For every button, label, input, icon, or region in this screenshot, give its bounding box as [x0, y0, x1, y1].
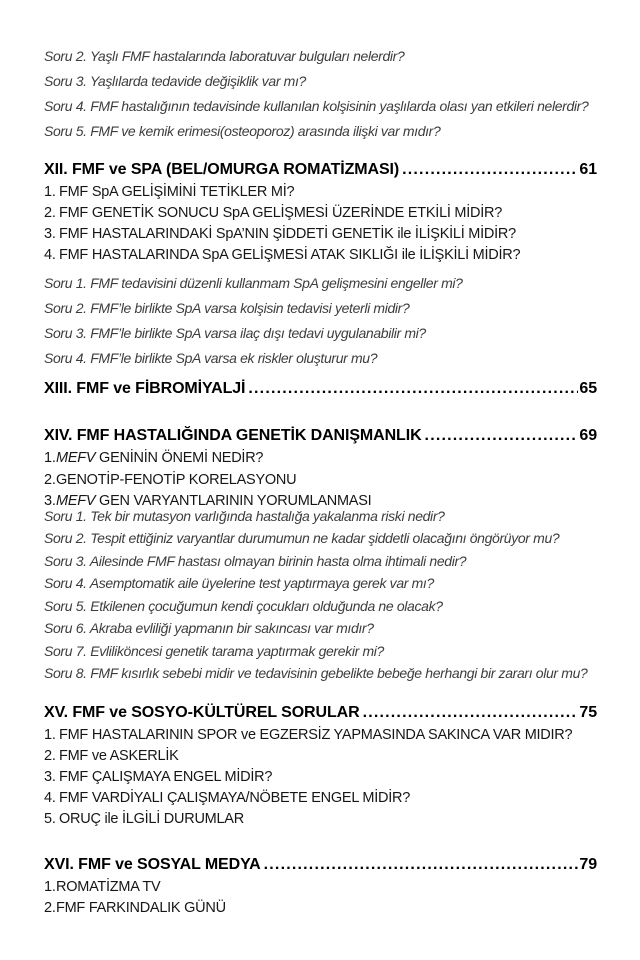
toc-question: Soru 3. Ailesinde FMF hastası olmayan birinin hasta olma ihtimali nedir? [44, 552, 467, 569]
toc-item [44, 767, 597, 788]
toc-question: Soru 4. FMF hastalığının tedavisinde kullanılan kolşisinin yaşlılarda olası yan etkileri nelerdir? [44, 98, 589, 114]
toc-question: Soru 1. Tek bir mutasyon varlığında hastalığa yakalanma riski nedir? [44, 507, 445, 524]
item-text: FMF VARDİYALI ÇALIŞMAYA/NÖBETE ENGEL MİDİR? [59, 789, 411, 806]
gene-name-italic: MEFV [56, 493, 96, 509]
item-text: FMF ve ASKERLİK [59, 747, 179, 764]
toc-item [44, 203, 597, 224]
section-heading[interactable] [44, 701, 597, 725]
toc-item [44, 182, 597, 203]
toc-question: Soru 8. FMF kısırlık sebebi midir ve tedavisinin gebelikte bebeğe herhangi bir zararı olur mu? [44, 665, 588, 681]
toc-section-xvi [44, 853, 597, 920]
toc-question: Soru 5. FMF ve kemik erimesi(osteoporoz) arasında ilişki var mıdır? [44, 123, 441, 139]
item-number: 3. [44, 493, 56, 509]
toc-question: Soru 2. FMF’le birlikte SpA varsa kolşisin tedavisi yeterli midir? [44, 300, 410, 316]
item-number: 4. [44, 247, 56, 263]
item-text: ROMATİZMA TV [56, 878, 161, 895]
item-number: 3. [44, 768, 56, 785]
toc-item [44, 725, 597, 746]
item-text: FMF HASTALARINDAKİ SpA’NIN ŞİDDETİ GENETİK ile İLİŞKİLİ MİDİR? [59, 226, 516, 242]
section-title: XIV. FMF HASTALIĞINDA GENETİK DANIŞMANLIK [44, 427, 422, 444]
item-number: 1. [44, 878, 56, 895]
item-number: 1. [44, 184, 56, 200]
page-number: 75 [579, 703, 597, 721]
page-number: 69 [579, 427, 597, 444]
item-text: GEN VARYANTLARININ YORUMLANMASI [95, 493, 372, 509]
toc-item [44, 809, 597, 830]
section-title: XVI. FMF ve SOSYAL MEDYA [44, 855, 261, 873]
dot-leader [363, 701, 579, 725]
dot-leader [402, 158, 578, 182]
section-heading[interactable] [44, 377, 597, 401]
toc-section-xv [44, 701, 597, 830]
toc-item [44, 224, 597, 245]
item-number: 3. [44, 226, 56, 242]
toc-question: Soru 2. Yaşlı FMF hastalarında laboratuvar bulguları nelerdir? [44, 48, 405, 64]
toc-item [44, 470, 597, 492]
item-text: FMF SpA GELİŞİMİNİ TETİKLER Mİ? [59, 184, 295, 200]
toc-question: Soru 4. FMF’le birlikte SpA varsa ek riskler oluşturur mu? [44, 350, 378, 366]
toc-section-xiv [44, 424, 597, 685]
toc-section-xii [44, 158, 597, 371]
intro-questions [44, 44, 597, 144]
toc-item [44, 877, 597, 899]
page-number: 79 [579, 855, 597, 873]
item-text: GENOTİP-FENOTİP KORELASYONU [56, 471, 297, 488]
item-text: ORUÇ ile İLGİLİ DURUMLAR [59, 810, 244, 827]
toc-item [44, 746, 597, 767]
item-text: GENİNİN ÖNEMİ NEDİR? [95, 450, 264, 466]
page-number: 65 [579, 380, 597, 397]
toc-question: Soru 3. FMF’le birlikte SpA varsa ilaç dışı tedavi uygulanabilir mi? [44, 325, 426, 341]
section-questions [44, 505, 597, 685]
item-text: FMF HASTALARININ SPOR ve EGZERSİZ YAPMASINDA SAKINCA VAR MIDIR? [59, 726, 573, 743]
item-text: FMF ÇALIŞMAYA ENGEL MİDİR? [59, 768, 273, 785]
toc-item [44, 788, 597, 809]
page-number: 61 [579, 161, 597, 178]
item-number: 2. [44, 747, 56, 764]
toc-question: Soru 2. Tespit ettiğiniz varyantlar durumumun ne kadar şiddetli olacağını öngörüyor mu? [44, 530, 560, 546]
section-heading[interactable] [44, 158, 597, 182]
section-heading[interactable] [44, 424, 597, 448]
dot-leader [425, 424, 579, 448]
section-heading[interactable] [44, 853, 597, 877]
section-questions [44, 271, 597, 371]
dot-leader [264, 853, 579, 877]
toc-section-xiii [44, 377, 597, 401]
toc-item [44, 898, 597, 920]
section-title: XII. FMF ve SPA (BEL/OMURGA ROMATİZMASI) [44, 161, 400, 178]
dot-leader [248, 377, 578, 401]
section-title: XIII. FMF ve FİBROMİYALJİ [44, 380, 246, 397]
section-title: XV. FMF ve SOSYO-KÜLTÜREL SORULAR [44, 703, 360, 721]
toc-question: Soru 6. Akraba evliliği yapmanın bir sakıncası var mıdır? [44, 620, 374, 636]
toc-question: Soru 7. Evliliköncesi genetik tarama yaptırmak gerekir mi? [44, 642, 384, 659]
toc-question: Soru 5. Etkilenen çocuğumun kendi çocukları olduğunda ne olacak? [44, 597, 443, 614]
gene-name-italic: MEFV [56, 450, 96, 466]
item-number: 5. [44, 810, 56, 827]
toc-item [44, 448, 597, 470]
item-text: FMF FARKINDALIK GÜNÜ [56, 900, 226, 916]
toc-question: Soru 1. FMF tedavisini düzenli kullanmam SpA gelişmesini engeller mi? [44, 275, 463, 291]
item-text: FMF GENETİK SONUCU SpA GELİŞMESİ ÜZERİNDE ETKİLİ MİDİR? [59, 205, 503, 221]
item-number: 1. [44, 450, 56, 466]
item-number: 2. [44, 205, 56, 221]
toc-question: Soru 4. Asemptomatik aile üyelerine test yaptırmaya gerek var mı? [44, 575, 434, 591]
item-text: FMF HASTALARINDA SpA GELİŞMESİ ATAK SIKLIĞI ile İLİŞKİLİ MİDİR? [59, 247, 521, 263]
item-number: 2. [44, 900, 56, 916]
item-number: 2. [44, 471, 56, 488]
item-number: 4. [44, 789, 56, 806]
item-number: 1. [44, 726, 56, 743]
toc-question: Soru 3. Yaşlılarda tedavide değişiklik var mı? [44, 73, 306, 89]
toc-item [44, 245, 597, 266]
